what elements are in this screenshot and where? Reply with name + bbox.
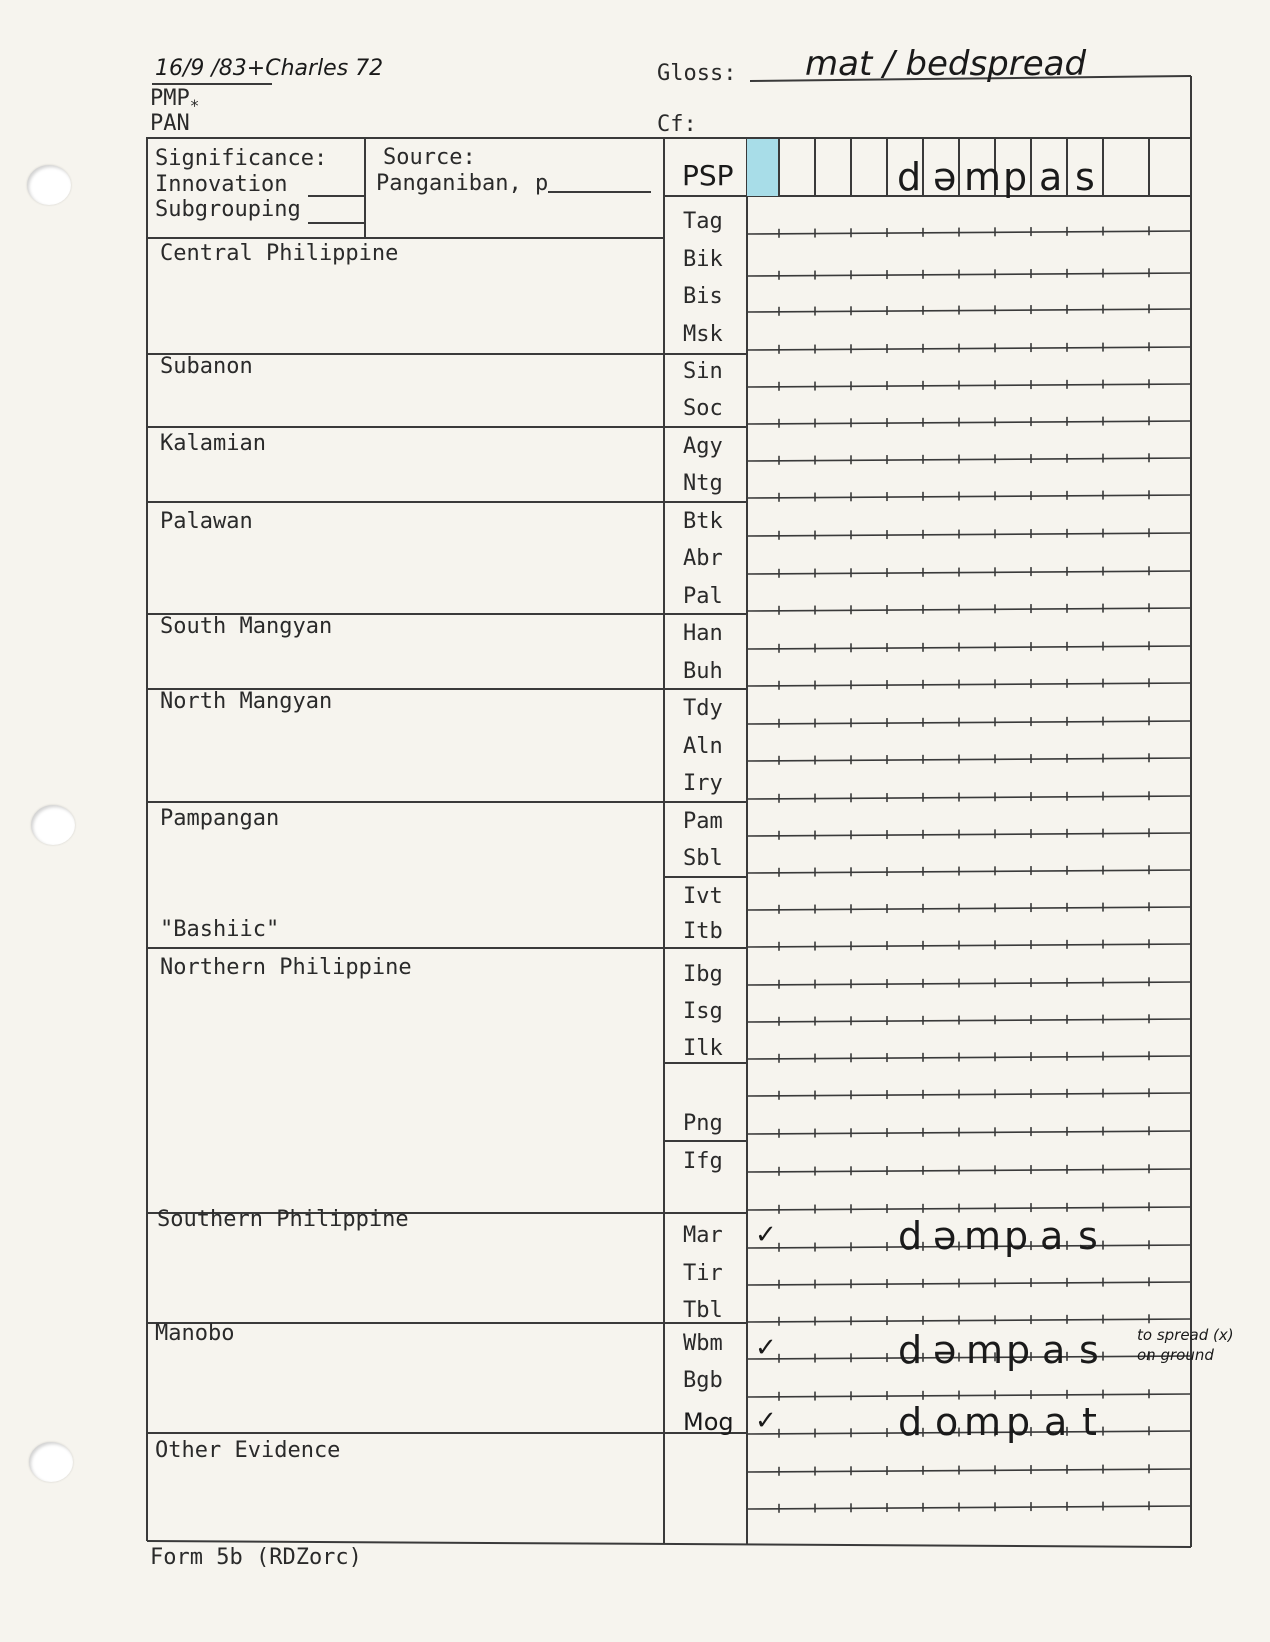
psp-letter: s [1075, 155, 1095, 199]
lang-code: Btk [683, 509, 723, 534]
entry-letter: d [898, 1400, 923, 1444]
entry-letter: m [964, 1214, 1002, 1258]
group-kalamian: Kalamian [160, 431, 266, 456]
asterisk-mark: * [189, 96, 200, 115]
lang-code: Wbm [683, 1331, 723, 1356]
group-bashiic: "Bashiic" [160, 917, 280, 942]
lang-code: Tdy [683, 696, 723, 721]
lang-code: Soc [683, 396, 723, 421]
group-palawan: Palawan [160, 509, 253, 534]
group-other-evidence: Other Evidence [155, 1438, 341, 1463]
entry-note-line2: on ground [1137, 1346, 1214, 1364]
lang-code: Bik [683, 247, 723, 272]
lang-code: Mog [683, 1408, 734, 1436]
entry-letter: m [966, 1328, 1004, 1372]
entry-letter: a [1044, 1400, 1068, 1444]
entry-note-line1: to spread (x) [1137, 1326, 1234, 1344]
lang-code: Tir [683, 1261, 723, 1286]
lang-code: Msk [683, 322, 723, 347]
group-manobo: Manobo [155, 1321, 235, 1346]
entry-letter: s [1078, 1214, 1098, 1258]
lang-code: Ntg [683, 471, 723, 496]
entry-letter: o [935, 1400, 959, 1444]
innovation-label: Innovation [155, 172, 288, 197]
lang-code: Ivt [683, 884, 723, 909]
group-south-mangyan: South Mangyan [160, 614, 333, 639]
source-label: Source: [383, 145, 476, 170]
lang-code: Png [683, 1111, 723, 1136]
check-mark-icon: ✓ [755, 1406, 777, 1436]
lang-code: Itb [683, 919, 723, 944]
lang-code: Buh [683, 659, 723, 684]
entry-letter: ə [933, 1328, 957, 1372]
lang-code: Abr [683, 546, 723, 571]
psp-letter: m [964, 155, 1002, 199]
lang-code: Isg [683, 999, 723, 1024]
lang-code: Ifg [683, 1149, 723, 1174]
psp-letter: ə [933, 155, 957, 199]
group-northern-philippine: Northern Philippine [160, 955, 412, 980]
level-pmp-label: PMP [150, 86, 190, 111]
gloss-value: mat / bedspread [805, 44, 1087, 84]
psp-letter: a [1039, 155, 1063, 199]
group-central-philippine: Central Philippine [160, 241, 399, 266]
date-note: 16/9 /83+Charles 72 [155, 56, 384, 81]
entry-letter: d [898, 1328, 923, 1372]
group-pampangan: Pampangan [160, 806, 280, 831]
group-subanon: Subanon [160, 354, 253, 379]
cf-label: Cf: [657, 112, 697, 137]
level-pmp [150, 86, 200, 115]
form-footer: Form 5b (RDZorc) [150, 1545, 362, 1570]
subgrouping-label: Subgrouping [155, 197, 301, 222]
lang-code: Sin [683, 359, 723, 384]
check-mark-icon: ✓ [755, 1220, 777, 1250]
lang-code: Pal [683, 584, 723, 609]
significance-title: Significance: [155, 146, 328, 171]
lang-code: Ilk [683, 1036, 723, 1061]
entry-letter: d [898, 1214, 923, 1258]
entry-letter: t [1082, 1400, 1097, 1444]
entry-letter: p [1006, 1328, 1031, 1372]
entry-letter: a [1042, 1328, 1066, 1372]
lang-code: Tbl [683, 1298, 723, 1323]
lang-code: Mar [683, 1223, 723, 1248]
entry-letter: p [1004, 1214, 1029, 1258]
lang-code: Aln [683, 734, 723, 759]
group-southern-philippine: Southern Philippine [157, 1207, 409, 1232]
lang-code: Bgb [683, 1368, 723, 1393]
lang-code: Bis [683, 284, 723, 309]
lang-code: Han [683, 621, 723, 646]
source-value: Panganiban, p [376, 171, 549, 196]
psp-letter: d [897, 155, 922, 199]
entry-letter: ə [933, 1214, 957, 1258]
lang-code: Ibg [683, 962, 723, 987]
lang-code: Sbl [683, 846, 723, 871]
lang-code: Iry [683, 771, 723, 796]
psp-label: PSP [682, 159, 734, 192]
level-pan: PAN [150, 111, 190, 136]
entry-letter: a [1040, 1214, 1064, 1258]
entry-letter: s [1079, 1328, 1099, 1372]
lang-code: Agy [683, 434, 723, 459]
gloss-label: Gloss: [657, 61, 737, 86]
psp-letter: p [1003, 155, 1028, 199]
lang-code: Tag [683, 209, 723, 234]
check-mark-icon: ✓ [755, 1333, 777, 1363]
entry-letter: m [964, 1400, 1002, 1444]
group-north-mangyan: North Mangyan [160, 689, 333, 714]
entry-letter: p [1006, 1400, 1031, 1444]
lang-code: Pam [683, 809, 723, 834]
